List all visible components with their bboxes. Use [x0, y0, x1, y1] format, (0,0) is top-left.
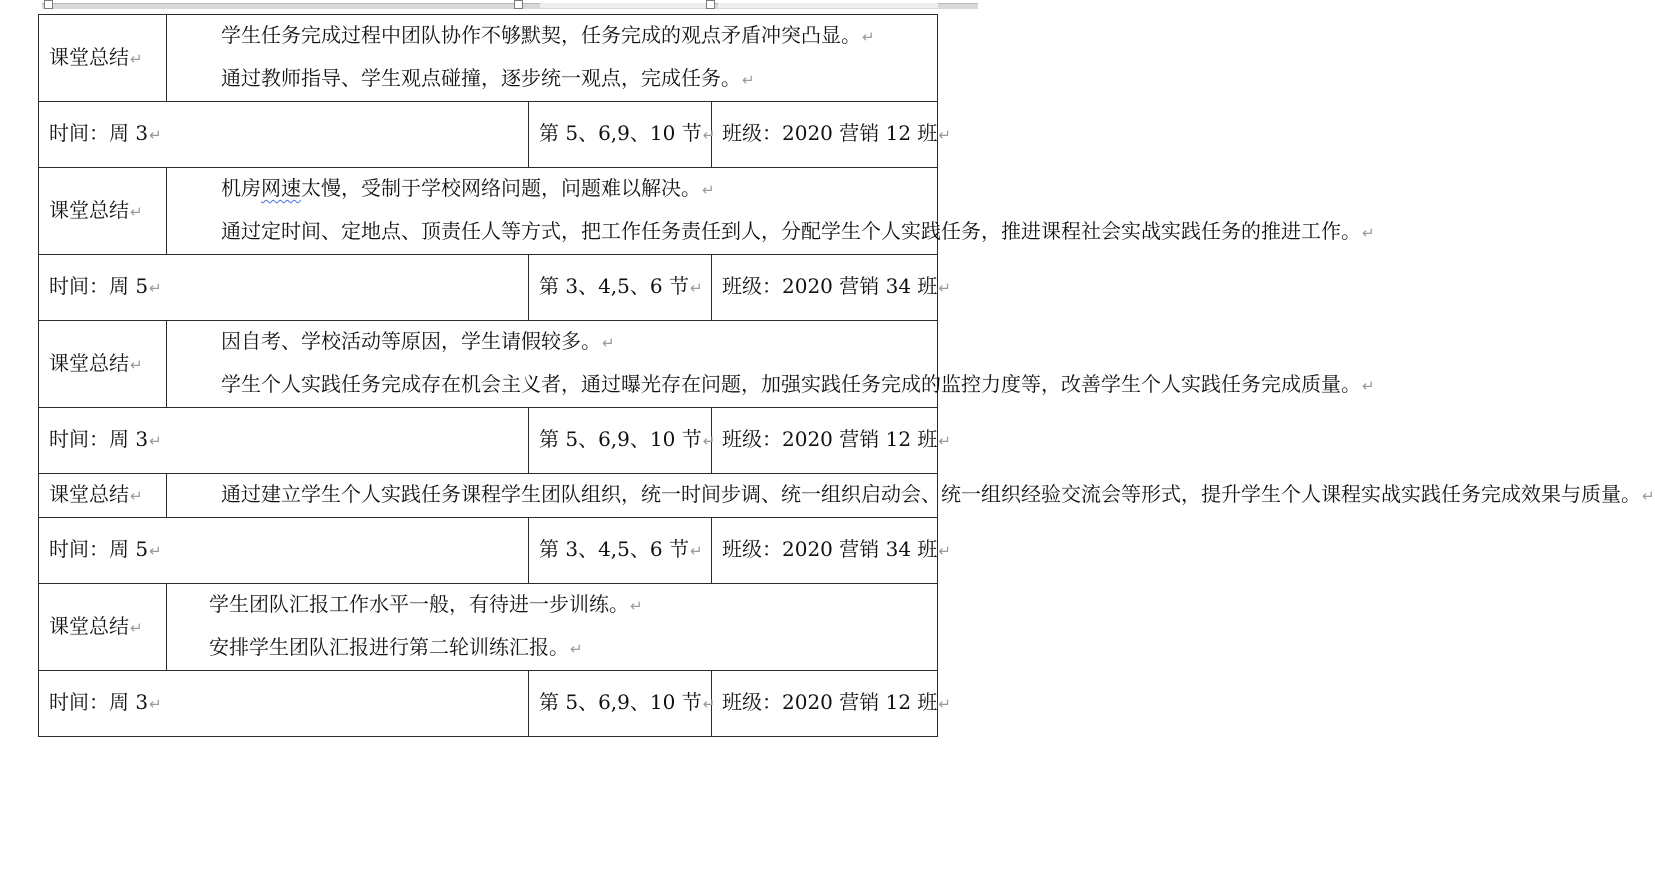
class-cell[interactable] — [712, 255, 951, 321]
time-text: 时间：周 3 — [49, 121, 149, 145]
schedule-row — [39, 255, 938, 321]
class-cell[interactable] — [712, 408, 951, 474]
summary-label-cell[interactable] — [39, 584, 167, 671]
summary-paragraph — [177, 584, 927, 627]
time-text: 时间：周 3 — [49, 427, 149, 451]
time-text: 时间：周 3 — [49, 690, 149, 714]
class-cell[interactable] — [712, 671, 951, 737]
paragraph-mark-icon: ↵ — [689, 542, 703, 560]
paragraph-mark-icon: ↵ — [149, 432, 162, 450]
schedule-row — [39, 671, 938, 737]
column-marker[interactable] — [706, 0, 715, 9]
summary-label: 课堂总结 — [49, 44, 129, 69]
schedule-row — [39, 408, 938, 474]
column-marker[interactable] — [514, 0, 523, 9]
class-cell[interactable] — [712, 518, 951, 584]
summary-paragraph-text: 通过建立学生个人实践任务课程学生团队组织，统一时间步调、统一组织启动会、统一组织经验交流会等形式，提升学生个人课程实战实践任务完成效果与质量。 — [221, 482, 1641, 506]
schedule-row — [39, 518, 938, 584]
paragraph-mark-icon: ↵ — [938, 542, 951, 560]
indent-marker[interactable] — [44, 0, 53, 9]
document-page — [38, 14, 1655, 737]
summary-row — [39, 15, 938, 102]
class-text: 班级：2020 营销 12 班 — [722, 427, 938, 451]
summary-paragraph — [177, 627, 927, 670]
class-cell[interactable] — [712, 102, 951, 168]
class-text: 班级：2020 营销 34 班 — [722, 537, 938, 561]
paragraph-mark-icon: ↵ — [149, 126, 162, 144]
periods-cell[interactable] — [529, 255, 712, 321]
paragraph-mark-icon: ↵ — [938, 279, 951, 297]
summary-paragraph — [177, 15, 927, 58]
paragraph-mark-icon: ↵ — [630, 597, 643, 615]
summary-label: 课堂总结 — [49, 197, 129, 222]
paragraph-mark-icon: ↵ — [702, 432, 716, 450]
paragraph-mark-icon: ↵ — [1362, 224, 1375, 242]
paragraph-mark-icon: ↵ — [149, 279, 162, 297]
course-log-table — [38, 14, 1655, 737]
summary-paragraph — [177, 321, 927, 364]
paragraph-mark-icon: ↵ — [130, 202, 143, 221]
summary-paragraph-text: 学生个人实践任务完成存在机会主义者，通过曝光存在问题，加强实践任务完成的监控力度等，改善学生个人实践任务完成质量。 — [221, 372, 1361, 396]
periods-text: 第 5、6,9、10 节 — [539, 690, 702, 714]
summary-label-cell[interactable] — [39, 168, 167, 255]
time-cell[interactable] — [39, 102, 529, 168]
periods-cell[interactable] — [529, 408, 716, 474]
summary-paragraph-text: 学生任务完成过程中团队协作不够默契，任务完成的观点矛盾冲突凸显。 — [221, 23, 861, 47]
paragraph-mark-icon: ↵ — [702, 695, 716, 713]
periods-text: 第 3、4,5、6 节 — [539, 537, 689, 561]
paragraph-mark-icon: ↵ — [938, 695, 951, 713]
summary-row — [39, 168, 938, 255]
time-text: 时间：周 5 — [49, 537, 149, 561]
paragraph-mark-icon: ↵ — [938, 432, 951, 450]
paragraph-mark-icon: ↵ — [742, 71, 755, 89]
horizontal-ruler[interactable] — [0, 0, 978, 10]
summary-label-cell[interactable] — [39, 321, 167, 408]
summary-text-cell[interactable] — [167, 474, 1655, 518]
periods-cell[interactable] — [529, 671, 716, 737]
paragraph-mark-icon: ↵ — [602, 334, 615, 352]
summary-paragraph — [177, 58, 927, 101]
summary-paragraph — [177, 168, 927, 211]
schedule-row — [39, 102, 938, 168]
periods-cell[interactable] — [529, 102, 716, 168]
time-cell[interactable] — [39, 518, 529, 584]
summary-row — [39, 474, 938, 518]
summary-label: 课堂总结 — [49, 613, 129, 638]
paragraph-mark-icon: ↵ — [130, 487, 143, 505]
periods-text: 第 5、6,9、10 节 — [539, 427, 702, 451]
ruler-margin-area — [718, 3, 938, 8]
paragraph-mark-icon: ↵ — [1362, 377, 1375, 395]
paragraph-mark-icon: ↵ — [130, 355, 143, 374]
periods-text: 第 3、4,5、6 节 — [539, 274, 689, 298]
time-text: 时间：周 5 — [49, 274, 149, 298]
paragraph-mark-icon: ↵ — [570, 640, 583, 658]
summary-text-cell[interactable] — [167, 15, 938, 102]
summary-paragraph — [177, 474, 1655, 517]
summary-text-cell[interactable] — [167, 168, 1375, 255]
periods-cell[interactable] — [529, 518, 712, 584]
time-cell[interactable] — [39, 255, 529, 321]
summary-paragraph-text: 因自考、学校活动等原因，学生请假较多。 — [221, 329, 601, 353]
paragraph-mark-icon: ↵ — [702, 181, 715, 199]
paragraph-mark-icon: ↵ — [689, 279, 703, 297]
summary-row — [39, 321, 938, 408]
summary-paragraph-text: 通过定时间、定地点、顶责任人等方式，把工作任务责任到人，分配学生个人实践任务，推进课程社会实战实践任务的推进工作。 — [221, 219, 1361, 243]
summary-paragraph-text: 机房网速太慢，受制于学校网络问题，问题难以解决。 — [221, 176, 701, 200]
summary-text-cell[interactable] — [167, 584, 938, 671]
time-cell[interactable] — [39, 671, 529, 737]
summary-paragraph-text: 学生团队汇报工作水平一般，有待进一步训练。 — [209, 592, 629, 616]
summary-paragraph — [177, 364, 1375, 407]
summary-paragraph-text: 通过教师指导、学生观点碰撞，逐步统一观点，完成任务。 — [221, 66, 741, 90]
ruler-margin-area — [540, 3, 710, 8]
summary-paragraph-text: 安排学生团队汇报进行第二轮训练汇报。 — [209, 635, 569, 659]
paragraph-mark-icon: ↵ — [862, 28, 875, 46]
summary-text-cell[interactable] — [167, 321, 1375, 408]
paragraph-mark-icon: ↵ — [149, 542, 162, 560]
summary-label: 课堂总结 — [49, 482, 129, 506]
summary-label: 课堂总结 — [49, 350, 129, 375]
paragraph-mark-icon: ↵ — [130, 49, 143, 68]
summary-paragraph — [177, 211, 1375, 254]
paragraph-mark-icon: ↵ — [702, 126, 716, 144]
paragraph-mark-icon: ↵ — [149, 695, 162, 713]
time-cell[interactable] — [39, 408, 529, 474]
summary-row — [39, 584, 938, 671]
paragraph-mark-icon: ↵ — [130, 618, 143, 637]
class-text: 班级：2020 营销 12 班 — [722, 690, 938, 714]
class-text: 班级：2020 营销 34 班 — [722, 274, 938, 298]
paragraph-mark-icon: ↵ — [1642, 487, 1655, 505]
summary-label-cell[interactable] — [39, 474, 167, 518]
summary-label-cell[interactable] — [39, 15, 167, 102]
periods-text: 第 5、6,9、10 节 — [539, 121, 702, 145]
spellcheck-underline: 网速 — [261, 176, 301, 200]
class-text: 班级：2020 营销 12 班 — [722, 121, 938, 145]
paragraph-mark-icon: ↵ — [938, 126, 951, 144]
